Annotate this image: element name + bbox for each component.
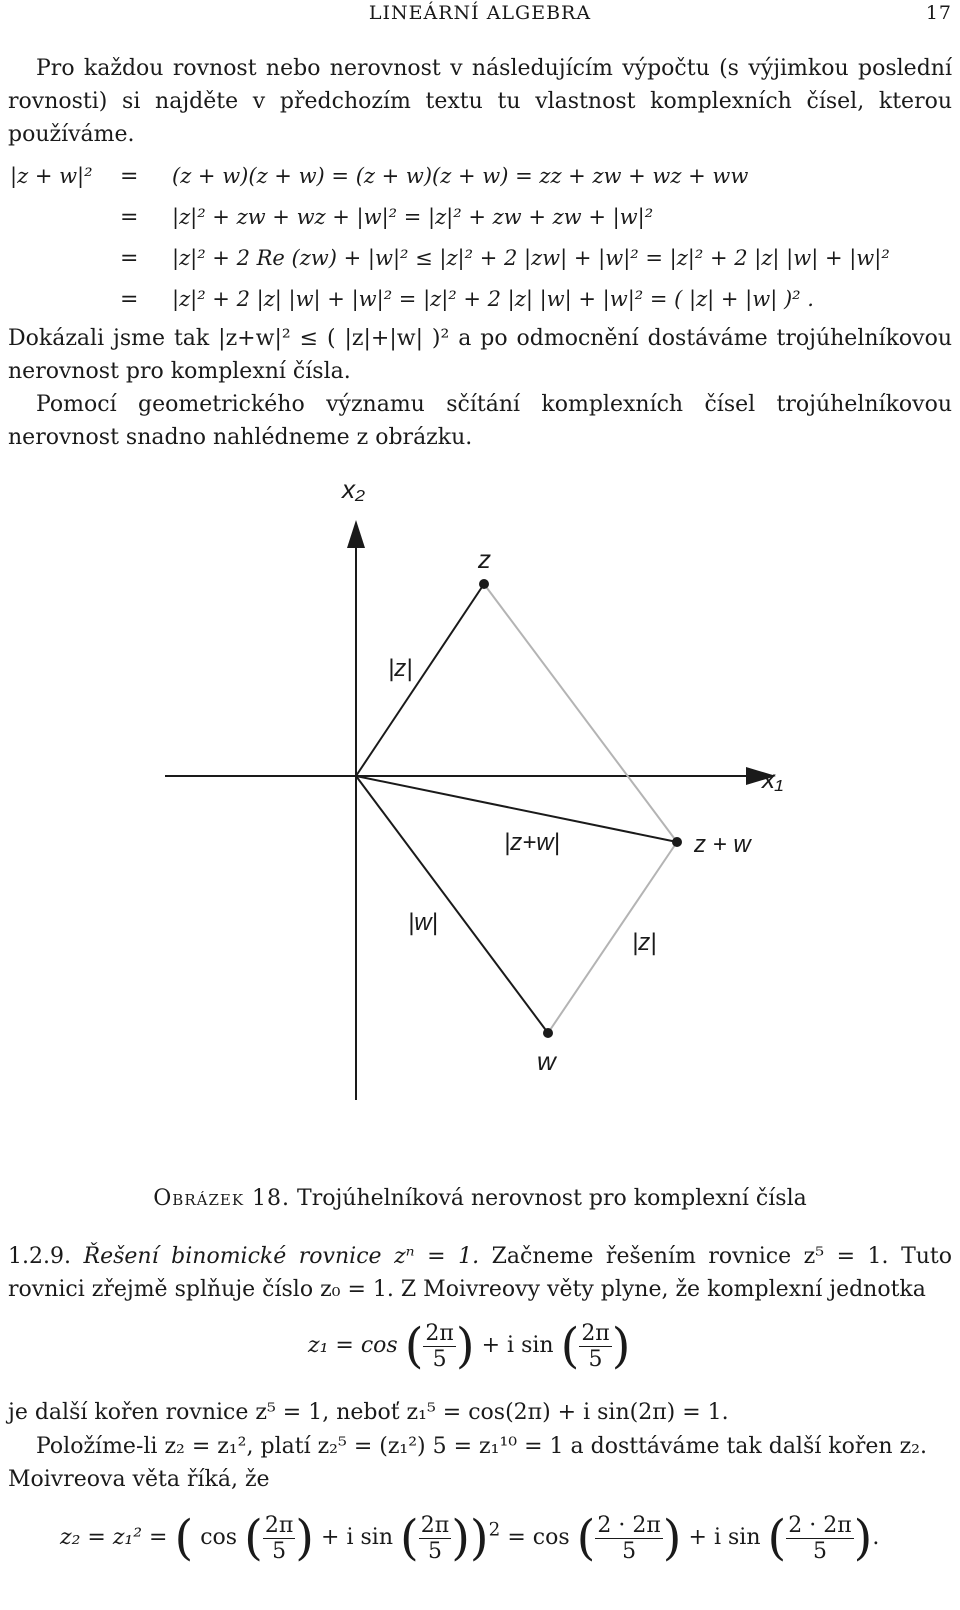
abs-w-label: |w| [408, 909, 438, 936]
z2-sin-fraction: $\frac{2\pi}{5}$ [420, 1512, 450, 1564]
equation-row-4: |z|² + 2 |z| |w| + |w|² = |z|² + 2 |z| |w| + |w|² = ( |z| + |w| )² . [172, 287, 814, 311]
equation-row-1: (z + w)(z + w) = (z + w)(z + w) = zz + zw + wz + ww [172, 164, 749, 188]
caption-text: Trojúhelníková nerovnost pro komplexní čísla [297, 1186, 807, 1211]
z1-cos-fraction: $\frac{2\pi}{5}$ [425, 1320, 454, 1372]
point-sum-label: z + w [694, 831, 751, 858]
z2-cos: cos [200, 1525, 238, 1550]
equation-lhs: |z + w|² [10, 164, 93, 188]
z2-isin: + i sin [321, 1525, 393, 1550]
geometric-paragraph: Pomocí geometrického významu sčítání komplexních čísel trojúhelníkovou nerovnost snadno nahlédneme z obrázku. [8, 392, 952, 450]
point-w-label: w [537, 1046, 556, 1076]
header-title: LINEÁRNÍ ALGEBRA [368, 2, 592, 24]
z2-cos-fraction: $\frac{2\pi}{5}$ [264, 1512, 294, 1564]
axis-y-label: x₂ [342, 474, 365, 504]
equation-eq-sign-1: = [120, 164, 139, 189]
z1-equation: z₁ = cos ( $\frac{2\pi}{5}$ ) + i sin ( $\frac{2\pi}{5}$ ) [308, 1318, 631, 1374]
equation-eq-sign-4: = [120, 287, 139, 312]
translated-w-vector [484, 584, 677, 842]
z2-paragraph: Položíme-li z₂ = z₁², platí z₂⁵ = (z₁²) 5 = z₁¹⁰ = 1 a dosttáváme tak další kořen z₂. [36, 1434, 927, 1459]
x2-axis-arrow [347, 520, 365, 548]
z2-double-sin-fraction: $\frac{2 \cdot 2\pi}{5}$ [788, 1512, 852, 1564]
conclusion-paragraph: Dokázali jsme tak |z+w|² ≤ ( |z|+|w| )² a po odmocnění dostáváme trojúhelníkovou nerovnost pro komplexní čísla. [8, 326, 952, 384]
z2-equation: z₂ = z₁² = ( cos ( $\frac{2\pi}{5}$ ) + i sin ( $\frac{2\pi}{5}$ ))$^2$ = cos ( $\frac{2 \cdot 2\pi}{5}$ ) + i sin ( $\frac{2 \cdot 2\pi}{5}$ ). [60, 1510, 880, 1566]
z2-isin-2: + i sin [688, 1525, 761, 1550]
section-number: 1.2.9. [8, 1244, 71, 1269]
intro-paragraph: Pro každou rovnost nebo nerovnost v následujícím výpočtu (s výjimkou poslední rovnosti) si najděte v předchozím textu tu vlastnost komplexních čísel, kterou používáme. [8, 56, 952, 147]
point-sum [672, 837, 682, 847]
point-w [543, 1028, 553, 1038]
root-paragraph: je další kořen rovnice z⁵ = 1, neboť z₁⁵ = cos(2π) + i sin(2π) = 1. [8, 1400, 729, 1425]
point-z-label: z [478, 544, 491, 574]
section-text: Začneme řešením rovnice z⁵ = 1. Tuto rovnici zřejmě splňuje číslo z₀ = 1. Z Moivreovy věty plyne, že komplexní jednotka [8, 1244, 953, 1302]
z1-lhs: z₁ = cos [308, 1333, 398, 1358]
equation-row-3: |z|² + 2 Re (zw) + |w|² ≤ |z|² + 2 |zw| + |w|² = |z|² + 2 |z| |w| + |w|² [172, 246, 890, 270]
axis-x-label: x₁ [762, 764, 784, 794]
abs-sum-label: |z+w| [504, 829, 560, 856]
caption-label: Obrázek 18. [153, 1186, 291, 1211]
translated-z-vector [548, 842, 677, 1033]
moivre-paragraph: Moivreova věta říká, že [8, 1467, 270, 1492]
running-header [0, 2, 960, 30]
section-title: Řešení binomické rovnice zⁿ = 1. [83, 1244, 480, 1269]
z2-lhs: z₂ = z₁² = [60, 1525, 168, 1550]
z2-double-cos-fraction: $\frac{2 \cdot 2\pi}{5}$ [597, 1512, 661, 1564]
z2-square: 2 [488, 1519, 501, 1541]
z2-eq-cos: = cos [507, 1525, 570, 1550]
point-z [479, 579, 489, 589]
z-vector [356, 584, 484, 776]
figure-caption [0, 1186, 960, 1211]
w-vector [356, 776, 548, 1033]
z1-mid: + i sin [481, 1333, 554, 1358]
equation-eq-sign-3: = [120, 246, 139, 271]
equation-row-2: |z|² + zw + wz + |w|² = |z|² + zw + zw + |w|² [172, 205, 654, 229]
abs-z-label: |z| [388, 655, 413, 682]
section-paragraph [8, 1240, 952, 1306]
z1-sin-fraction: $\frac{2\pi}{5}$ [581, 1320, 610, 1372]
abs-z-translated-label: |z| [632, 929, 657, 956]
triangle-inequality-figure [0, 470, 960, 1150]
page-number: 17 [925, 2, 952, 24]
equation-eq-sign-2: = [120, 205, 139, 230]
